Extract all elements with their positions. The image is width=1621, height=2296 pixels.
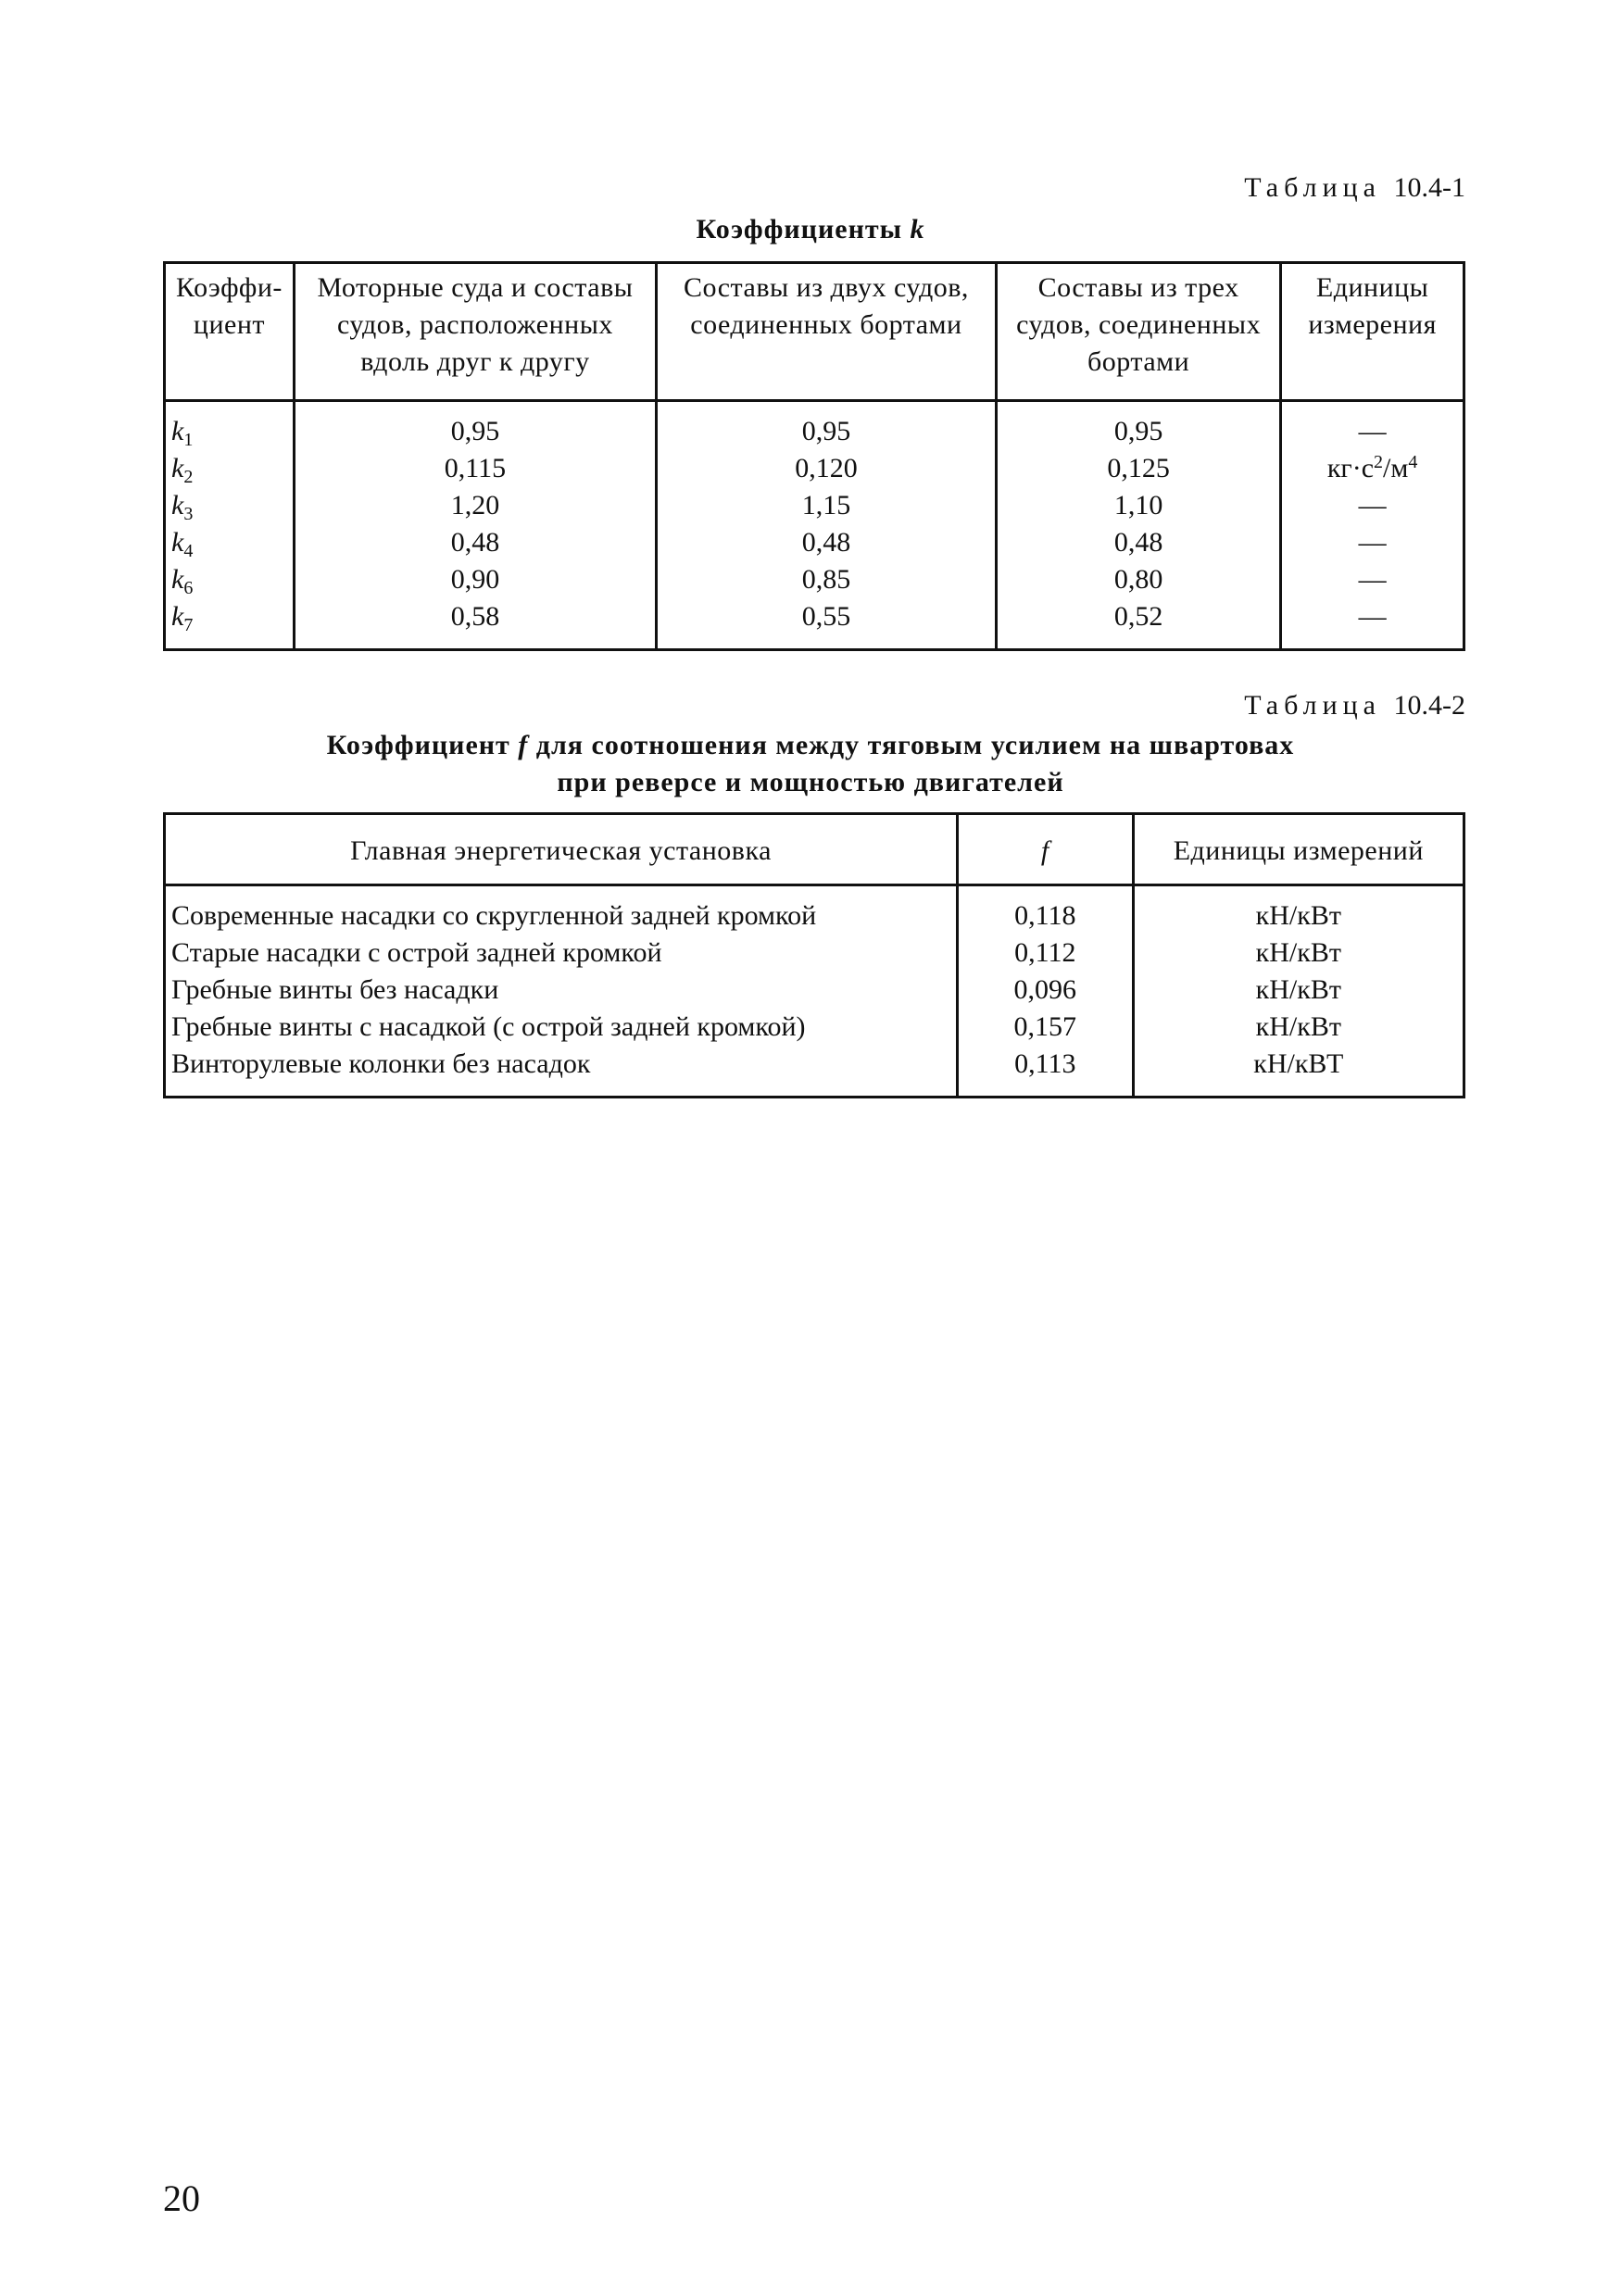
value-cell: 0,125 bbox=[996, 450, 1280, 487]
table2-label-number: 10.4-2 bbox=[1393, 690, 1465, 721]
table2-title-a: Коэффициент bbox=[326, 730, 510, 760]
table2-title bbox=[0, 727, 1621, 801]
coefficient-cell: $k_7$ bbox=[165, 598, 295, 650]
table1-header-two-vessels: Составы из двух судов, соединенных бортами bbox=[656, 263, 996, 401]
value-cell: 0,58 bbox=[294, 598, 656, 650]
table-row bbox=[165, 972, 1464, 1009]
table-row bbox=[165, 1046, 1464, 1098]
coefficient-cell: $k_2$ bbox=[165, 450, 295, 487]
value-cell: 0,52 bbox=[996, 598, 1280, 650]
table2-header-units: Единицы измерений bbox=[1133, 814, 1464, 885]
table1-header-units: Единицы измерения bbox=[1281, 263, 1464, 401]
table1-header-coefficient: Коэффи- циент bbox=[165, 263, 295, 401]
f-value-cell: 0,096 bbox=[957, 972, 1133, 1009]
table1-label bbox=[1244, 172, 1465, 204]
table1-header-motor-vessels: Моторные суда и составы судов, расположенных вдоль друг к другу bbox=[294, 263, 656, 401]
f-value-cell: 0,113 bbox=[957, 1046, 1133, 1098]
value-cell: 0,55 bbox=[656, 598, 996, 650]
table2-label bbox=[1244, 690, 1465, 721]
table2-title-line2: при реверсе и мощностью двигателей bbox=[557, 767, 1064, 797]
table2-header-installation: Главная энергетическая установка bbox=[165, 814, 958, 885]
unit-cell: — bbox=[1281, 524, 1464, 561]
table2-label-word: Таблица bbox=[1244, 690, 1381, 721]
table1-title-text: Коэффициенты bbox=[696, 214, 903, 245]
table-row bbox=[165, 561, 1464, 598]
installation-cell: Винторулевые колонки без насадок bbox=[165, 1046, 958, 1098]
unit-cell: — bbox=[1281, 561, 1464, 598]
coefficients-k-table bbox=[163, 261, 1465, 651]
value-cell: 0,48 bbox=[294, 524, 656, 561]
unit-cell: — bbox=[1281, 487, 1464, 524]
table1-label-number: 10.4-1 bbox=[1393, 172, 1465, 203]
table2-title-b: для соотношения между тяговым усилием на швартовах bbox=[535, 730, 1295, 760]
installation-cell: Старые насадки с острой задней кромкой bbox=[165, 935, 958, 972]
value-cell: 0,115 bbox=[294, 450, 656, 487]
table2-title-var: f bbox=[518, 730, 529, 760]
table-row bbox=[165, 524, 1464, 561]
value-cell: 1,20 bbox=[294, 487, 656, 524]
value-cell: 0,95 bbox=[294, 401, 656, 451]
installation-cell: Гребные винты с насадкой (с острой задней кромкой) bbox=[165, 1009, 958, 1046]
table2-header-row bbox=[165, 814, 1464, 885]
table-row bbox=[165, 487, 1464, 524]
page-number: 20 bbox=[163, 2177, 200, 2219]
coefficient-cell: $k_6$ bbox=[165, 561, 295, 598]
table2-header-f: f bbox=[957, 814, 1133, 885]
value-cell: 1,15 bbox=[656, 487, 996, 524]
unit-cell: $кг\cdot с^2/м^4$ bbox=[1281, 450, 1464, 487]
table1-header-three-vessels: Составы из трех судов, соединенных бортами bbox=[996, 263, 1280, 401]
table1-title-var: k bbox=[910, 214, 925, 245]
table1-label-word: Таблица bbox=[1244, 172, 1381, 203]
installation-cell: Современные насадки со скругленной задней кромкой bbox=[165, 885, 958, 935]
f-value-cell: 0,118 bbox=[957, 885, 1133, 935]
unit-cell: кН/кВт bbox=[1133, 972, 1464, 1009]
coefficient-cell: $k_4$ bbox=[165, 524, 295, 561]
coefficient-cell: $k_1$ bbox=[165, 401, 295, 451]
value-cell: 0,48 bbox=[656, 524, 996, 561]
table-row bbox=[165, 401, 1464, 451]
f-value-cell: 0,112 bbox=[957, 935, 1133, 972]
value-cell: 0,120 bbox=[656, 450, 996, 487]
value-cell: 0,85 bbox=[656, 561, 996, 598]
table-row bbox=[165, 885, 1464, 935]
table-row bbox=[165, 1009, 1464, 1046]
table-row bbox=[165, 450, 1464, 487]
coefficient-cell: $k_3$ bbox=[165, 487, 295, 524]
f-value-cell: 0,157 bbox=[957, 1009, 1133, 1046]
value-cell: 0,80 bbox=[996, 561, 1280, 598]
value-cell: 0,95 bbox=[656, 401, 996, 451]
table1-header-row bbox=[165, 263, 1464, 401]
value-cell: 0,48 bbox=[996, 524, 1280, 561]
value-cell: 0,90 bbox=[294, 561, 656, 598]
table-row bbox=[165, 935, 1464, 972]
unit-cell: — bbox=[1281, 598, 1464, 650]
value-cell: 1,10 bbox=[996, 487, 1280, 524]
unit-cell: кН/кВт bbox=[1133, 1009, 1464, 1046]
table-row bbox=[165, 598, 1464, 650]
table1-title bbox=[0, 211, 1621, 248]
unit-cell: кН/кВТ bbox=[1133, 1046, 1464, 1098]
unit-cell: — bbox=[1281, 401, 1464, 451]
value-cell: 0,95 bbox=[996, 401, 1280, 451]
unit-cell: кН/кВт bbox=[1133, 885, 1464, 935]
thrust-coefficient-f-table bbox=[163, 812, 1465, 1098]
installation-cell: Гребные винты без насадки bbox=[165, 972, 958, 1009]
unit-cell: кН/кВт bbox=[1133, 935, 1464, 972]
